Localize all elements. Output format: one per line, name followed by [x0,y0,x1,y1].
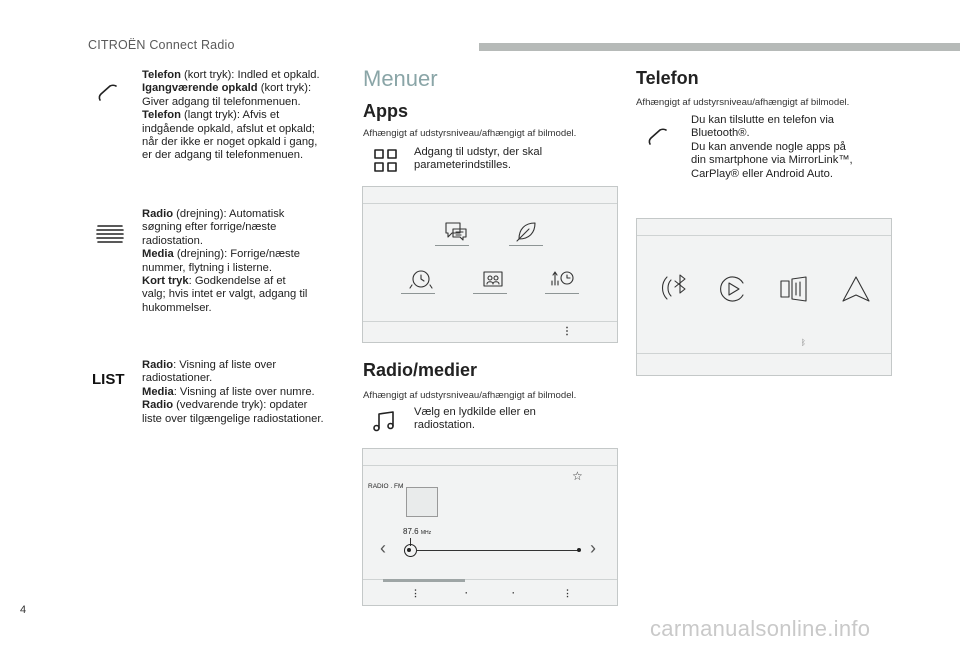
telefon-desc [691,114,901,181]
telefon-desc-line: Du kan anvende nogle apps på [691,140,846,153]
settings-icon[interactable] [407,267,435,291]
radio-line-bold: Kort tryk [142,275,189,288]
telefon-line: Telefon (langt tryk): Afvis et [142,109,280,122]
apps-desc [414,146,604,173]
radio-line-bold: Radio [142,208,174,220]
frequency-unit: MHz [420,530,432,536]
list-line: radiostationer. [142,372,213,385]
radio-desc-line: radiostation. [414,419,475,432]
telefon-note: Afhængigt af udstyrsniveau/afhængigt af bilmodel. [636,97,850,108]
options-icon[interactable]: ⋮ [411,588,420,598]
telefon-line-bold: Telefon [142,69,181,81]
telefon-line: Igangværende opkald (kort tryk): [142,82,312,95]
list-text [142,359,352,426]
telephone-screen [636,218,892,376]
telefon-line: indgående opkald, afslut et opkald; [142,122,315,135]
radio-line: valg; hvis intet er valgt, adgang til [142,288,308,301]
telefon-desc-line: Du kan tilslutte en telefon via [691,114,835,126]
list-line: Radio: Visning af liste over [142,359,277,371]
leaf-icon[interactable] [513,219,541,243]
rotary-knob-icon [96,222,124,244]
radio-line: Media (drejning): Forrige/næste [142,248,300,261]
next-station-icon[interactable]: › [590,538,596,558]
list-line: Media: Visning af liste over numre. [142,385,315,398]
music-note-icon [372,410,398,432]
radio-desc-line: Vælg en lydkilde eller en [414,406,536,418]
frequency-value: 87.6 [403,527,419,536]
radio-line: Kort tryk: Godkendelse af et [142,275,286,288]
radio-text [142,208,352,315]
header-bar [479,43,960,51]
telefon-desc-line: din smartphone via MirrorLink™, [691,154,853,167]
radio-line: radiostation. [142,234,203,247]
radio-screen [362,448,618,606]
mirrorlink-icon[interactable] [777,273,811,305]
tuning-knob-dot [407,548,411,552]
radio-band: RADIO . FM [368,483,404,490]
telefon-text [142,69,352,163]
station-artwork [406,487,438,517]
slider-end-dot [577,548,581,552]
frequency-slider[interactable] [416,550,579,551]
watermark: carmanualsonline.info [650,616,871,641]
tab-dot-icon[interactable]: · [512,588,515,598]
bluetooth-small-icon: ᛒ [801,338,806,347]
apps-grid-icon [373,148,399,174]
carplay-icon[interactable] [717,273,749,305]
apps-screen [362,186,618,343]
phone-icon [646,126,674,148]
radio-line: Radio (drejning): Automatisk [142,208,285,220]
frequency-row [403,527,431,536]
more-options-icon[interactable]: ⋮ [562,326,572,337]
favourite-star-icon[interactable]: ☆ [572,469,583,483]
active-tab-indicator [383,579,465,582]
previous-station-icon[interactable]: ‹ [380,538,386,558]
radio-note: Afhængigt af udstyrsniveau/afhængigt af bilmodel. [363,390,577,401]
contacts-icon[interactable] [479,267,507,291]
radio-line: nummer, flytning i listerne. [142,261,272,274]
climate-timer-icon[interactable] [549,267,577,291]
telefon-line-bold: Igangværende opkald [142,82,258,95]
bluetooth-icon[interactable] [659,271,695,305]
telefon-line-bold: Telefon [142,109,181,122]
tab-dot-icon[interactable]: · [465,588,468,598]
header-title: CITROËN Connect Radio [88,38,235,52]
apps-note: Afhængigt af udstyrsniveau/afhængigt af bilmodel. [363,128,577,139]
telefon-desc-line: Bluetooth®. [691,127,750,140]
list-line-bold: Radio [142,399,174,412]
section-title: Menuer [363,66,438,91]
telefon-heading: Telefon [636,68,699,88]
connected-services-icon[interactable] [443,219,471,243]
list-line: liste over tilgængelige radiostationer. [142,412,324,425]
radio-line-bold: Media [142,248,174,261]
radio-line: hukommelser. [142,301,212,314]
apps-desc-line: parameterindstilles. [414,159,512,172]
telefon-line: når der ikke er noget opkald i gang, [142,136,318,149]
list-line-bold: Media [142,385,174,398]
telefon-line: Telefon (kort tryk): Indled et opkald. [142,69,320,81]
options-icon[interactable]: ⋮ [563,588,572,598]
telefon-line: Giver adgang til telefonmenuen. [142,95,301,108]
radio-desc [414,406,604,433]
radio-heading: Radio/medier [363,360,478,380]
radio-line: søgning efter forrige/næste [142,221,277,234]
list-line-bold: Radio [142,359,174,371]
android-auto-icon[interactable] [839,273,873,305]
phone-icon [96,82,124,104]
list-label: LIST [92,371,125,388]
telefon-line: er der adgang til telefonmenuen. [142,149,304,162]
page-number: 4 [20,604,27,616]
apps-desc-line: Adgang til udstyr, der skal [414,146,543,158]
list-line: Radio (vedvarende tryk): opdater [142,399,308,412]
apps-heading: Apps [363,101,408,121]
telefon-desc-line: CarPlay® eller Android Auto. [691,167,833,180]
